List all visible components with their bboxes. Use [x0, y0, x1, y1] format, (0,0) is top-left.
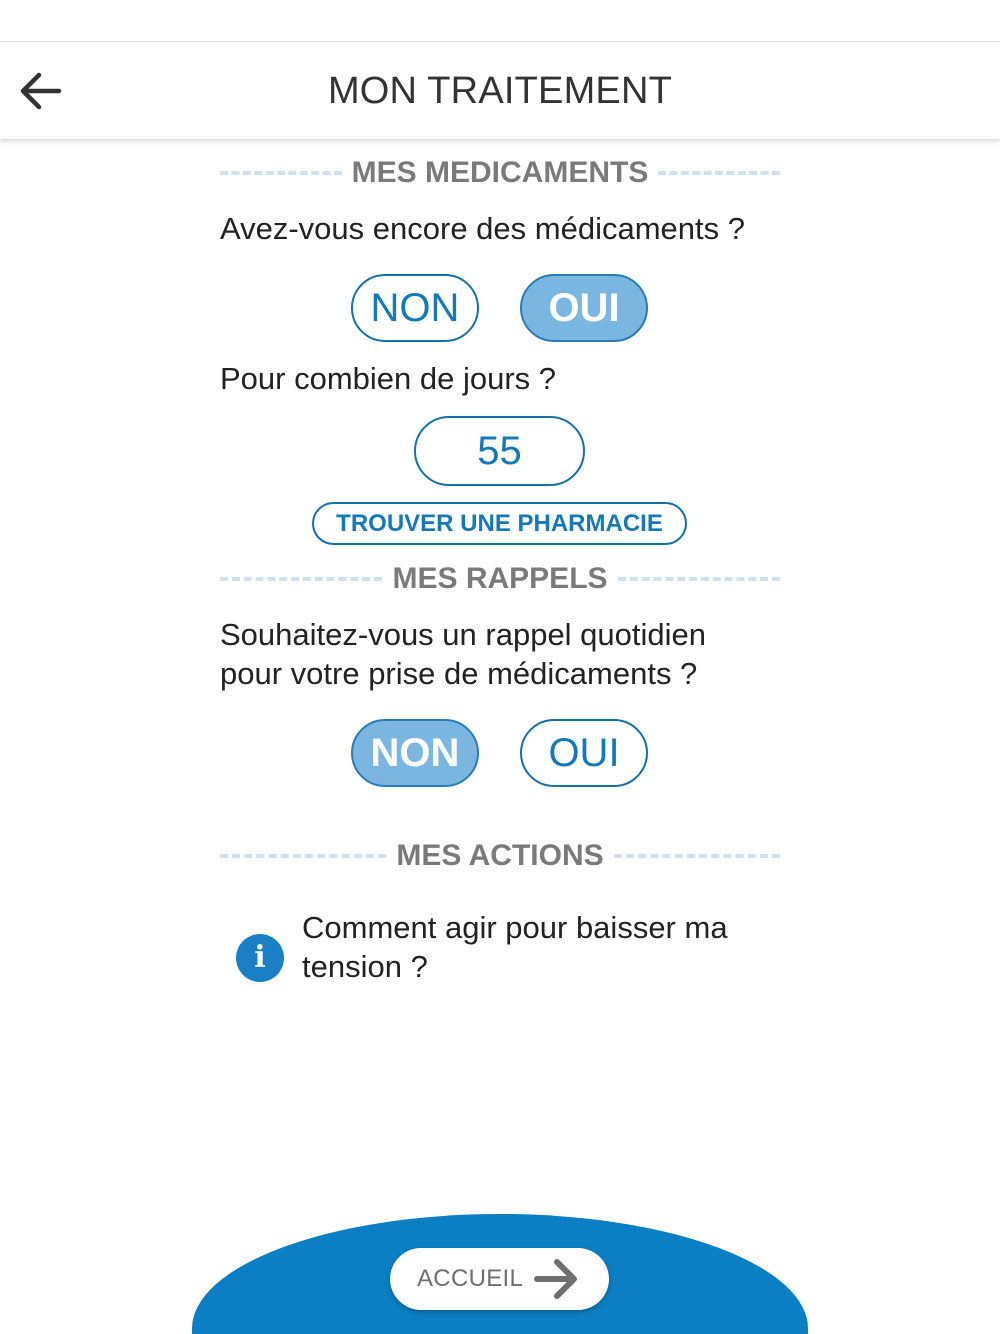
section-header-medications	[220, 153, 780, 193]
back-button[interactable]	[14, 65, 66, 117]
page-title: MON TRAITEMENT	[327, 70, 673, 112]
divider	[220, 577, 382, 581]
reminder-question-line1: Souhaitez-vous un rappel quotidien	[220, 617, 707, 652]
action-item-line1: Comment agir pour baisser ma	[302, 910, 728, 945]
action-item-lower-tension[interactable]	[236, 906, 796, 1006]
home-button-label: ACCUEIL	[417, 1265, 524, 1292]
divider	[618, 577, 780, 581]
section-header-reminders	[220, 559, 780, 599]
medications-question: Avez-vous encore des médicaments ?	[220, 211, 745, 246]
section-title-medications: MES MEDICAMENTS	[351, 156, 649, 189]
app-bar	[0, 43, 1000, 139]
divider	[658, 171, 780, 175]
status-bar	[0, 0, 1000, 42]
reminder-yes-button[interactable]: OUI	[520, 719, 648, 787]
find-pharmacy-button[interactable]: TROUVER UNE PHARMACIE	[312, 502, 687, 545]
medications-no-button[interactable]: NON	[351, 274, 479, 342]
section-title-reminders: MES RAPPELS	[392, 562, 608, 595]
action-item-line2: tension ?	[302, 949, 428, 984]
divider	[220, 854, 386, 858]
reminder-question	[220, 615, 800, 693]
section-header-actions	[220, 836, 780, 876]
reminder-no-button[interactable]: NON	[351, 719, 479, 787]
arrow-left-icon	[17, 71, 63, 111]
section-title-actions: MES ACTIONS	[396, 839, 604, 872]
days-question: Pour combien de jours ?	[220, 361, 557, 396]
info-icon: i	[236, 934, 284, 982]
arrow-right-icon	[533, 1256, 581, 1302]
days-input[interactable]	[414, 416, 585, 486]
reminder-question-line2: pour votre prise de médicaments ?	[220, 656, 698, 691]
action-item-text	[302, 908, 792, 986]
medications-yes-button[interactable]: OUI	[520, 274, 648, 342]
home-button[interactable]	[390, 1248, 609, 1310]
divider	[614, 854, 780, 858]
divider	[220, 171, 342, 175]
